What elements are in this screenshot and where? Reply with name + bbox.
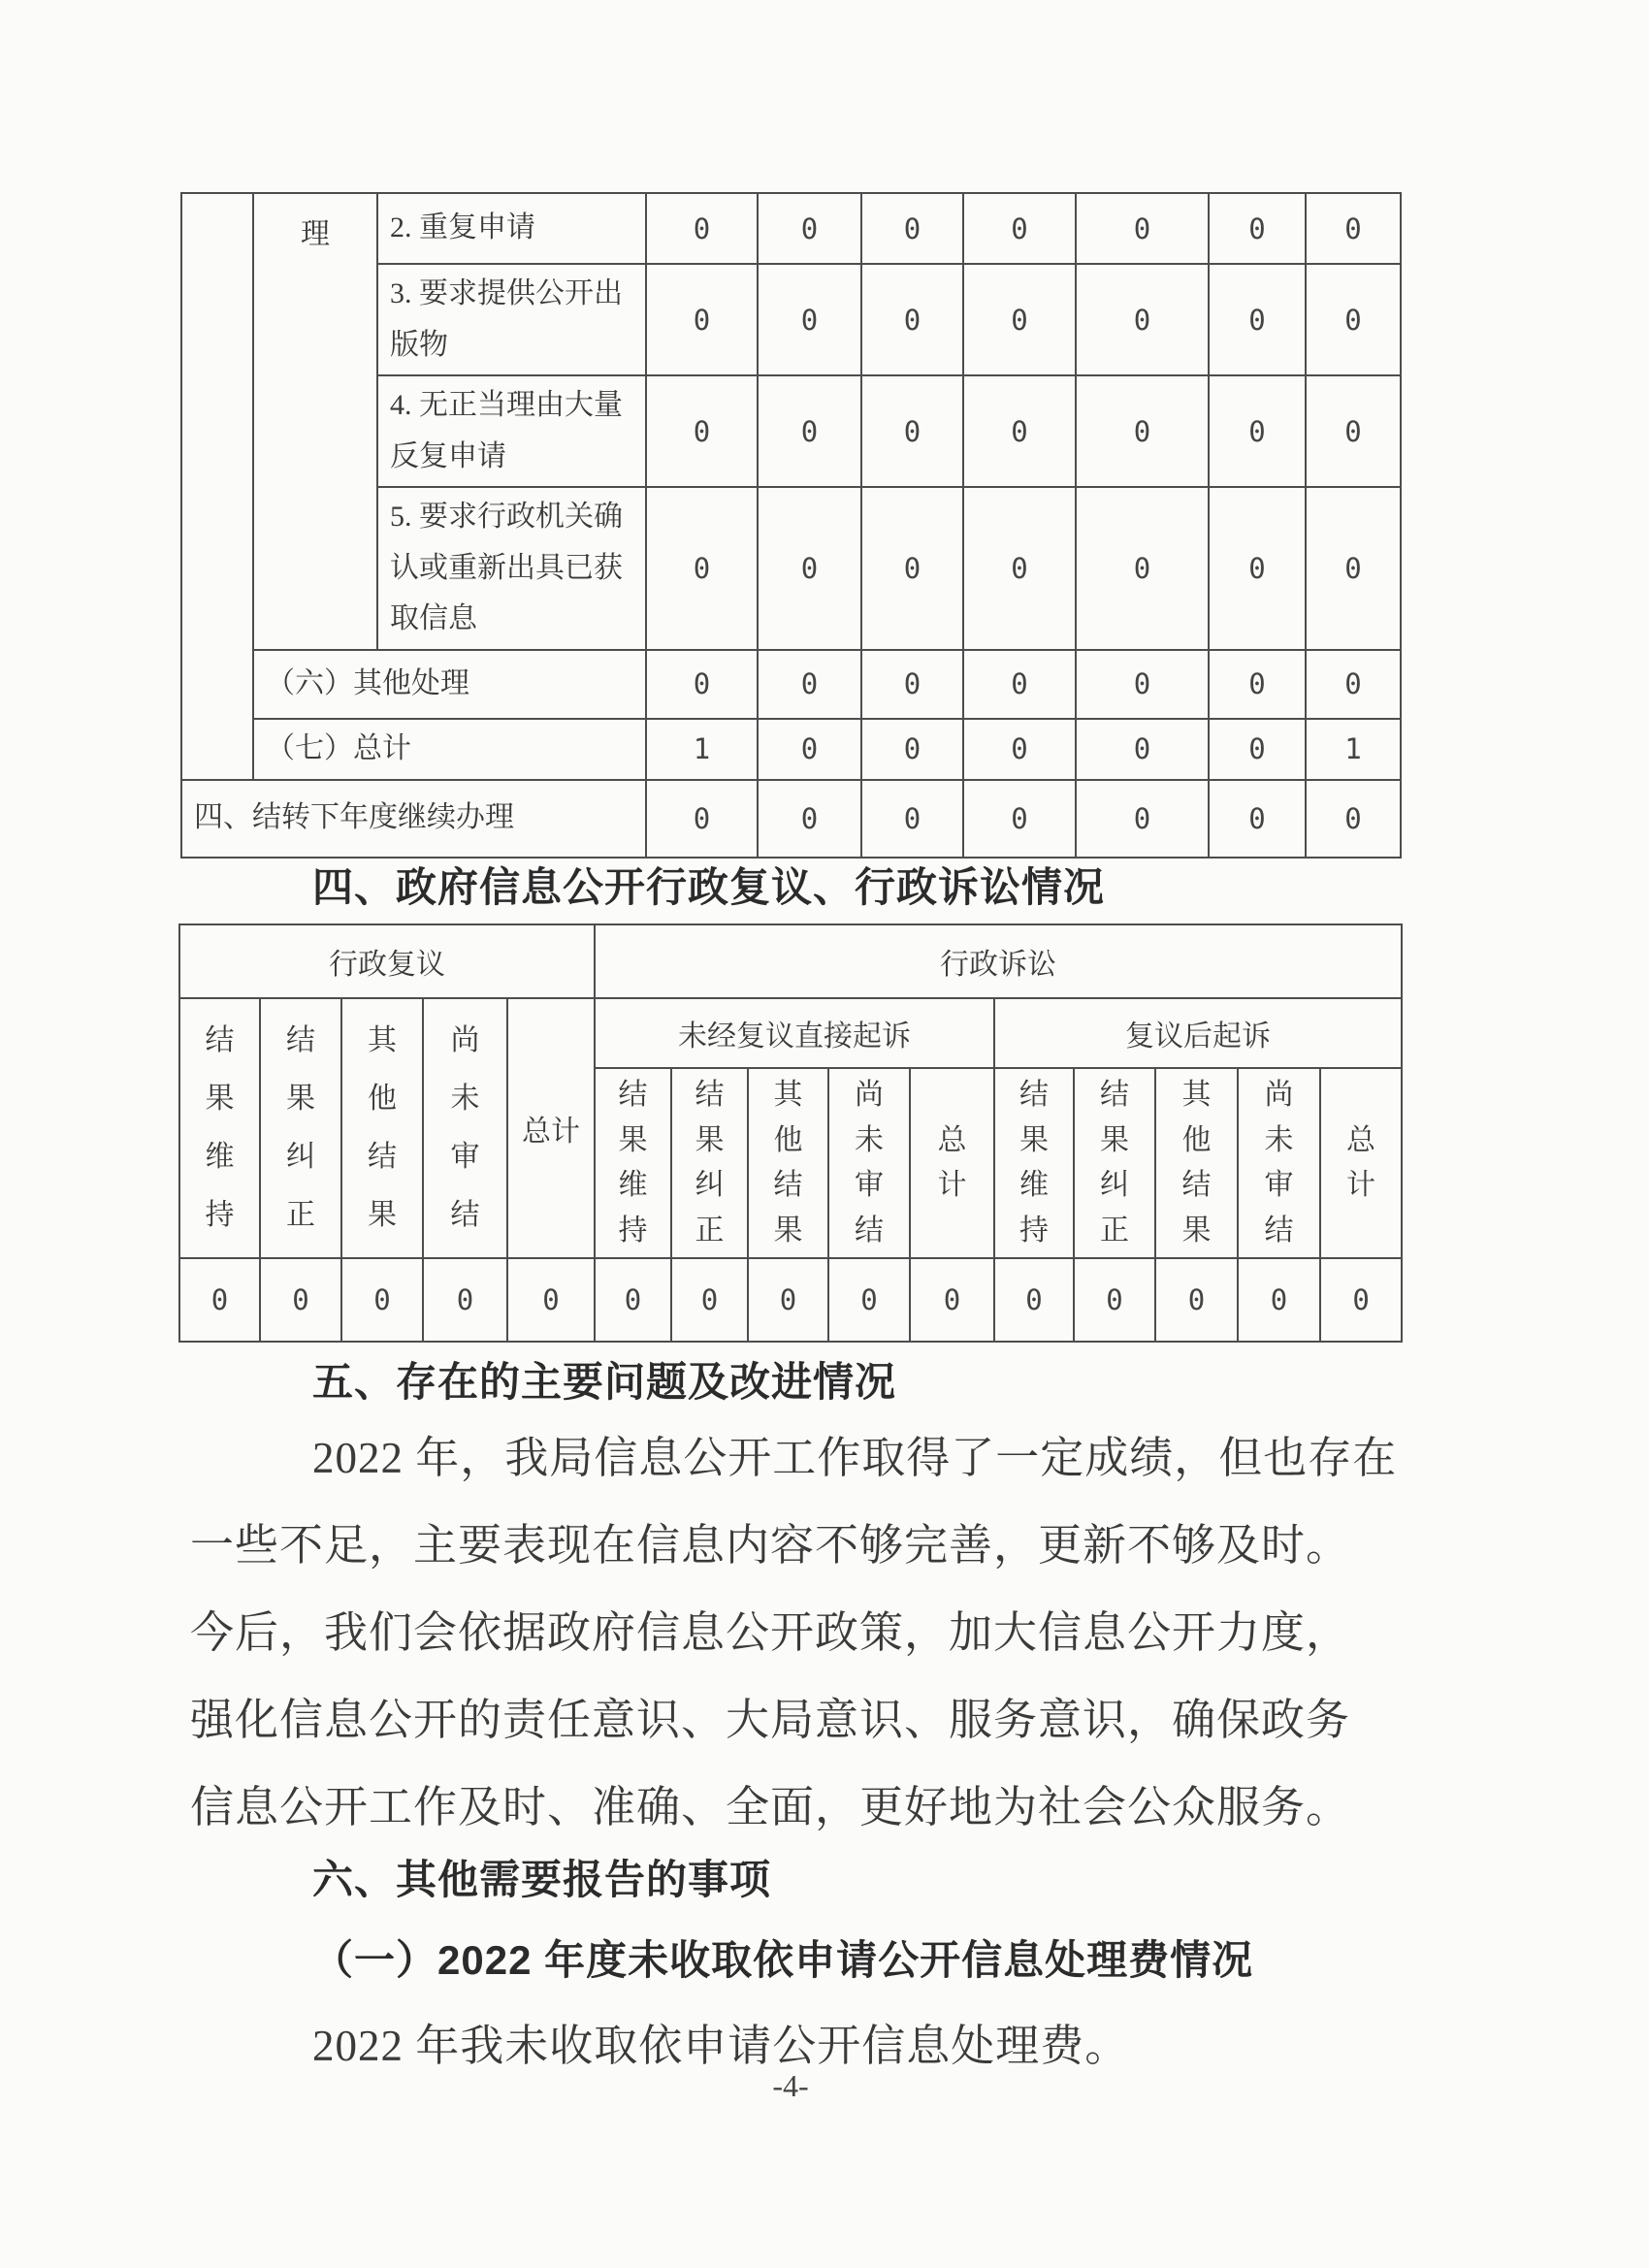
table-cell: 0 [671, 1258, 748, 1342]
column-header: 其他结果 [1155, 1068, 1238, 1258]
table-cell: 0 [1076, 375, 1209, 487]
column-header: 结果维持 [994, 1068, 1074, 1258]
table-cell: 0 [1320, 1258, 1402, 1342]
table-cell: 0 [963, 780, 1076, 858]
table-cell: 0 [260, 1258, 341, 1342]
table-cell: 0 [1306, 193, 1401, 264]
table-cell: 0 [1306, 487, 1401, 650]
group-header-review: 行政复议 [179, 924, 595, 998]
table-cell: 0 [646, 193, 758, 264]
body-line: 信息公开工作及时、准确、全面，更好地为社会公众服务。 [190, 1783, 1351, 1831]
table-cell: 0 [646, 650, 758, 719]
table-cell: 0 [828, 1258, 910, 1342]
table-cell: 0 [963, 487, 1076, 650]
request-handling-results-table [180, 192, 1402, 859]
section-heading-review-lawsuit: 四、政府信息公开行政复议、行政诉讼情况 [312, 864, 1106, 910]
row-label: 5. 要求行政机关确认或重新出具已获取信息 [377, 487, 646, 650]
table-cell: 0 [758, 193, 861, 264]
sub-heading-no-fees: （一）2022 年度未收取依申请公开信息处理费情况 [312, 1937, 1254, 1983]
table-row [179, 998, 1402, 1068]
table-cell: 0 [1209, 780, 1306, 858]
column-header: 结果纠正 [1074, 1068, 1155, 1258]
column-header: 结果纠正 [671, 1068, 748, 1258]
table-cell: 0 [1306, 375, 1401, 487]
body-line: 一些不足，主要表现在信息内容不够完善，更新不够及时。 [190, 1521, 1351, 1570]
column-header: 其他结果 [341, 998, 423, 1258]
table-cell: 0 [963, 375, 1076, 487]
row-label: 2. 重复申请 [377, 193, 646, 264]
row-label: 四、结转下年度继续办理 [181, 780, 646, 858]
table-cell: 0 [861, 780, 963, 858]
subgroup-header-suit-after-review: 复议后起诉 [994, 998, 1402, 1068]
column-header: 总计 [910, 1068, 994, 1258]
table-cell: 0 [861, 650, 963, 719]
table-cell: 0 [758, 375, 861, 487]
table-cell: 0 [861, 487, 963, 650]
table-cell: 0 [861, 193, 963, 264]
table-row [181, 193, 1401, 264]
section-heading-other-matters: 六、其他需要报告的事项 [312, 1857, 772, 1902]
table1-partial-vertical-label [253, 193, 377, 650]
body-line: 2022 年，我局信息公开工作取得了一定成绩，但也存在 [312, 1434, 1398, 1482]
table-cell: 0 [758, 264, 861, 375]
row-label: 3. 要求提供公开出版物 [377, 264, 646, 375]
table-cell: 1 [646, 719, 758, 780]
table-cell: 0 [1076, 193, 1209, 264]
table1-empty-spanning-cell [181, 193, 253, 780]
page-number: -4- [772, 2068, 809, 2103]
table-cell: 0 [1209, 264, 1306, 375]
table-cell: 0 [1238, 1258, 1320, 1342]
table-cell: 0 [861, 719, 963, 780]
column-header: 总计 [507, 998, 595, 1258]
table-cell: 0 [1209, 650, 1306, 719]
column-header: 尚未审结 [1238, 1068, 1320, 1258]
table-cell: 0 [1155, 1258, 1238, 1342]
table-cell: 0 [758, 780, 861, 858]
table-cell: 0 [758, 719, 861, 780]
table-cell: 0 [748, 1258, 828, 1342]
column-header: 尚未审结 [828, 1068, 910, 1258]
column-header: 结果维持 [595, 1068, 671, 1258]
table-cell: 0 [341, 1258, 423, 1342]
table-cell: 0 [646, 780, 758, 858]
table-row [179, 924, 1402, 998]
body-line: 今后，我们会依据政府信息公开政策，加大信息公开力度， [190, 1608, 1351, 1657]
body-line: 强化信息公开的责任意识、大局意识、服务意识，确保政务 [190, 1696, 1351, 1744]
table-cell: 0 [179, 1258, 260, 1342]
table-cell: 0 [758, 650, 861, 719]
table-cell: 0 [423, 1258, 507, 1342]
row-label: （七）总计 [253, 719, 646, 780]
column-header: 尚未审结 [423, 998, 507, 1258]
table-cell: 0 [1209, 375, 1306, 487]
table-cell: 0 [1076, 487, 1209, 650]
table-cell: 0 [963, 264, 1076, 375]
review-lawsuit-table [178, 923, 1403, 1343]
table-cell: 0 [963, 650, 1076, 719]
table-cell: 0 [1209, 719, 1306, 780]
table-cell: 0 [646, 375, 758, 487]
table-cell: 0 [1076, 780, 1209, 858]
table-cell: 0 [646, 487, 758, 650]
section-heading-problems: 五、存在的主要问题及改进情况 [312, 1359, 897, 1405]
table-cell: 0 [1306, 780, 1401, 858]
group-header-lawsuit: 行政诉讼 [595, 924, 1402, 998]
table-cell: 0 [1209, 193, 1306, 264]
subgroup-header-direct-suit: 未经复议直接起诉 [595, 998, 994, 1068]
row-label: 4. 无正当理由大量反复申请 [377, 375, 646, 487]
table-cell: 0 [1074, 1258, 1155, 1342]
table-cell: 0 [994, 1258, 1074, 1342]
table-row [181, 719, 1401, 780]
table-cell: 0 [1076, 264, 1209, 375]
table-cell: 0 [1306, 264, 1401, 375]
table-cell: 0 [1306, 650, 1401, 719]
table-cell: 1 [1306, 719, 1401, 780]
table-cell: 0 [1209, 487, 1306, 650]
column-header: 其他结果 [748, 1068, 828, 1258]
column-header: 总计 [1320, 1068, 1402, 1258]
table-cell: 0 [758, 487, 861, 650]
column-header: 结果维持 [179, 998, 260, 1258]
table-row [179, 1258, 1402, 1342]
column-header: 结果纠正 [260, 998, 341, 1258]
table-cell: 0 [646, 264, 758, 375]
table-cell: 0 [1076, 650, 1209, 719]
table-cell: 0 [1076, 719, 1209, 780]
body-line: 2022 年我未收取依申请公开信息处理费。 [312, 2022, 1130, 2070]
table-cell: 0 [507, 1258, 595, 1342]
table-row [181, 650, 1401, 719]
table-cell: 0 [861, 264, 963, 375]
row-label: （六）其他处理 [253, 650, 646, 719]
table-cell: 0 [963, 193, 1076, 264]
partial-label-text: 理 [301, 218, 330, 250]
table-cell: 0 [861, 375, 963, 487]
table-cell: 0 [910, 1258, 994, 1342]
table-cell: 0 [595, 1258, 671, 1342]
table-cell: 0 [963, 719, 1076, 780]
table-row [181, 780, 1401, 858]
